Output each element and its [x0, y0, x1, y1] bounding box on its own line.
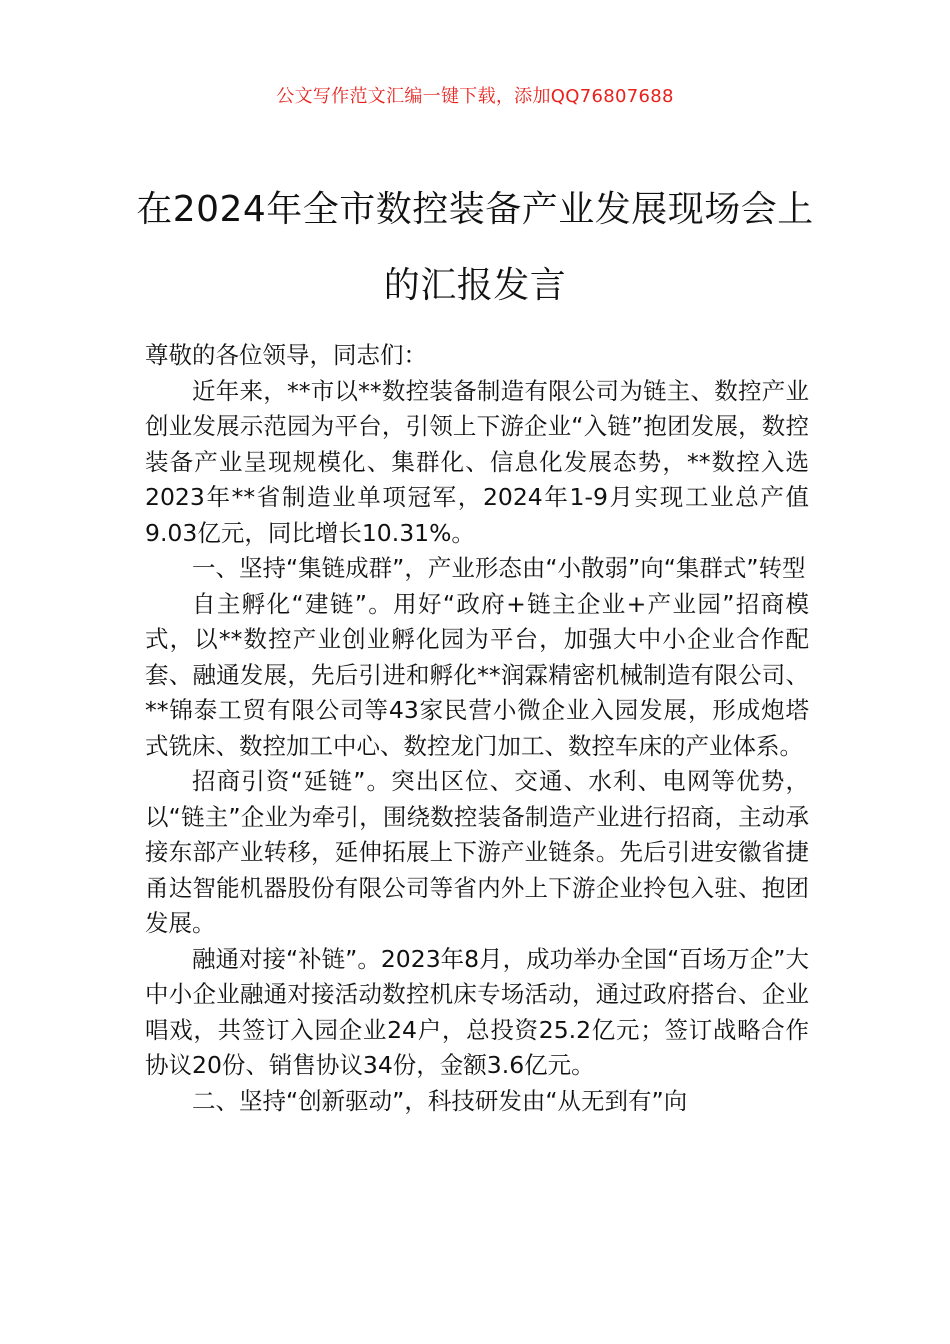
document-title: 在2024年全市数控装备产业发展现场会上的汇报发言 [136, 189, 814, 306]
paragraph-build-chain: 自主孵化“建链”。用好“政府+链主企业+产业园”招商模式，以**数控产业创业孵化园为平台，加强大中小企业合作配套、融通发展，先后引进和孵化**润霖精密机械制造有限公司、**锦泰工贸有限公司等43家民营小微企业入园发展，形成炮塔式铣床、数控加工中心、数控龙门加工、数控车床的产业体系。 [145, 589, 809, 760]
section-heading-1: 一、坚持“集链成群”，产业形态由“小散弱”向“集群式”转型 [192, 554, 806, 582]
paragraph-fill-chain: 融通对接“补链”。2023年8月，成功举办全国“百场万企”大中小企业融通对接活动数控机床专场活动，通过政府搭台、企业唱戏，共签订入园企业24户，总投资25.2亿元；签订战略合作协议20份、销售协议34份，金额3.6亿元。 [145, 944, 809, 1079]
document-body [145, 338, 809, 1119]
salutation: 尊敬的各位领导，同志们： [145, 341, 427, 369]
paragraph-extend-chain: 招商引资“延链”。突出区位、交通、水利、电网等优势，以“链主”企业为牵引，围绕数控装备制造产业进行招商，主动承接东部产业转移，延伸拓展上下游产业链条。先后引进安徽省捷甬达智能机器股份有限公司等省内外上下游企业拎包入驻、抱团发展。 [145, 767, 809, 937]
paragraph-intro: 近年来，**市以**数控装备制造有限公司为链主、数控产业创业发展示范园为平台，引领上下游企业“入链”抱团发展，数控装备产业呈现规模化、集群化、信息化发展态势，**数控入选2023年**省制造业单项冠军，2024年1-9月实现工业总产值9.03亿元，同比增长10.31%。 [145, 376, 809, 547]
header-note: 公文写作范文汇编一键下载，添加QQ76807688 [276, 86, 674, 107]
section-heading-2: 二、坚持“创新驱动”，科技研发由“从无到有”向 [192, 1086, 688, 1115]
